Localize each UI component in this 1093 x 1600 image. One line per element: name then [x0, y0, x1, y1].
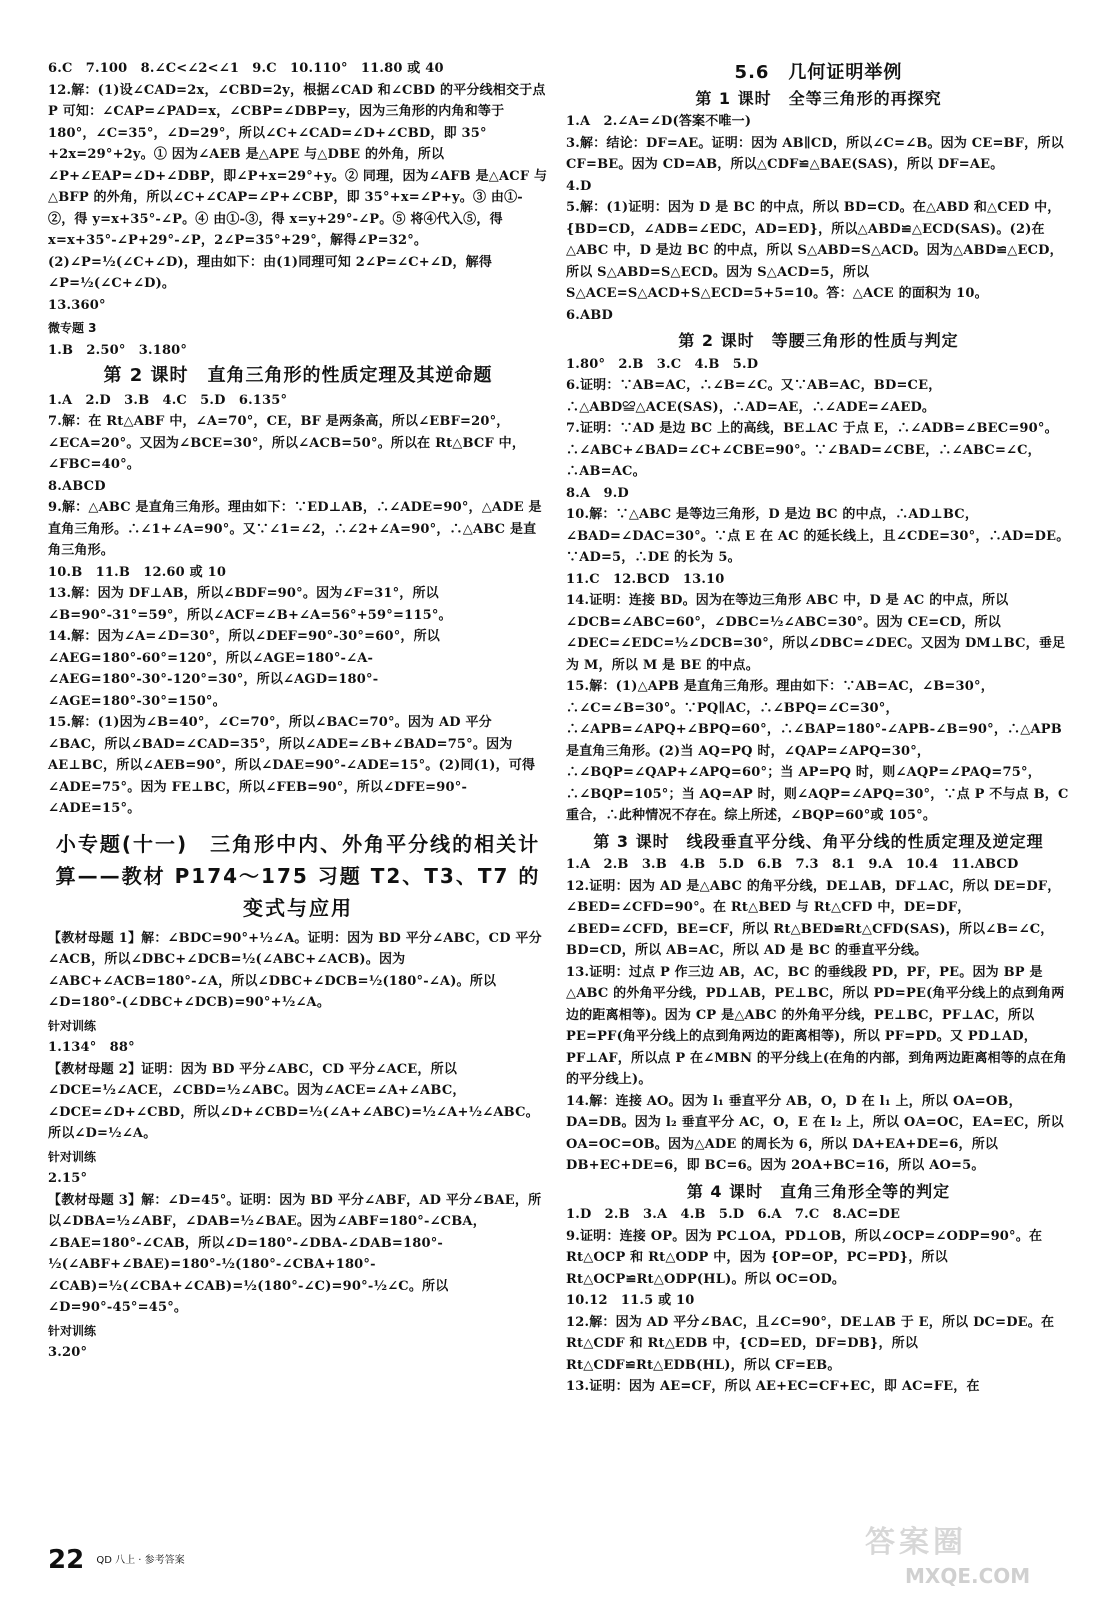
answer-paragraph: 5.解：(1)证明：因为 D 是 BC 的中点，所以 BD=CD。在△ABD 和△CED 中，{BD=CD，∠ADB=∠EDC，AD=ED}，所以△ABD≌△ECD(SAS)。(2)在△ABC 中，D 是边 BC 的中点，所以 S△ABD=S△ACD。因为△ABD≌△ECD，所以 S△ABD=S△ECD。因为 S△ACD=5，所以 S△ACE=S△ACD+S△ECD=5+5=10。答：△ACE 的面积为 10。 — [566, 200, 1063, 301]
answer-paragraph: 13.解：因为 DF⊥AB，所以∠BDF=90°。因为∠F=31°，所以∠B=90°-31°=59°，所以∠ACF=∠B+∠A=56°+59°=115°。 — [48, 586, 452, 623]
answer-paragraph: 7.解：在 Rt△ABF 中，∠A=70°，CE，BF 是两条高，所以∠EBF=20°，∠ECA=20°。又因为∠BCE=30°，所以∠ACB=50°。所以在 Rt△BCF 中，∠FBC=40°。 — [48, 414, 526, 472]
right-column — [566, 58, 1071, 1398]
watermark-site: MXQE.COM — [905, 1564, 1031, 1588]
watermark — [865, 1525, 1075, 1592]
answer-paragraph: 1.A 2.D 3.B 4.C 5.D 6.135° — [48, 392, 288, 408]
section-heading: 第 2 课时 等腰三角形的性质与判定 — [678, 331, 959, 350]
answer-paragraph: 8.A 9.D — [566, 485, 629, 501]
sub-heading: 针对训练 — [48, 1323, 97, 1338]
section-heading: 第 1 课时 全等三角形的再探究 — [695, 88, 942, 108]
answer-paragraph: 3.解：结论：DF=AE。证明：因为 AB∥CD，所以∠C=∠B。因为 CE=BF，所以 CF=BE。因为 CD=AB，所以△CDF≌△BAE(SAS)，所以 DF=AE。 — [566, 135, 1064, 172]
answer-paragraph: 13.360° — [48, 297, 106, 313]
answer-paragraph: 13.证明：因为 AE=CF，所以 AE+EC=CF+EC，即 AC=FE，在 — [566, 1379, 980, 1394]
answer-paragraph: 10.解：∵△ABC 是等边三角形，D 是边 BC 的中点，∴AD⊥BC，∠BAD=∠DAC=30°。∵点 E 在 AC 的延长线上，且∠CDE=30°，∴AD=DE。∵AD=5，∴DE 的长为 5。 — [566, 507, 1070, 565]
sub-heading: 微专题 3 — [48, 321, 97, 335]
answer-paragraph: 1.D 2.B 3.A 4.B 5.D 6.A 7.C 8.AC=DE — [566, 1207, 901, 1222]
sub-heading: 针对训练 — [48, 1149, 97, 1164]
section-heading: 第 2 课时 直角三角形的性质定理及其逆命题 — [103, 365, 493, 386]
answer-paragraph: 8.ABCD — [48, 478, 106, 494]
answer-paragraph: 13.证明：过点 P 作三边 AB，AC，BC 的垂线段 PD，PF，PE。因为 BP 是△ABC 的外角平分线，PD⊥AB，PE⊥BC，所以 PD=PE(角平分线上的点到角两边的距离相等)。因为 CP 是△ABC 的外角平分线，PE⊥BC，PF⊥AC，所以 PE=PF(角平分线上的点到角两边的距离相等)，所以 PF=PD。又 PD⊥AD，PF⊥AF，所以点 P 在∠MBN 的平分线上(在角的内部，到角两边距离相等的点在角的平分线上)。 — [566, 964, 1067, 1087]
book-tag: QD 八上 · 参考答案 — [96, 1555, 185, 1566]
answer-paragraph: 12.证明：因为 AD 是△ABC 的角平分线，DE⊥AB，DF⊥AC，所以 DE=DF，∠BED=∠CFD=90°。在 Rt△BED 与 Rt△CFD 中，DE=DF，∠BED=∠CFD，BE=CF，所以 Rt△BED≌Rt△CFD(SAS)，所以∠B=∠C，BD=CD，所以 AB=AC，所以 AD 是 BC 的垂直平分线。 — [566, 878, 1061, 958]
sub-heading: 针对训练 — [48, 1018, 97, 1033]
answer-paragraph: 14.证明：连接 BD。因为在等边三角形 ABC 中，D 是 AC 的中点，所以∠DCB=∠ABC=60°，∠DBC=½∠ABC=30°。因为 CE=CD，所以∠DEC=∠EDC=½∠DCB=30°，所以∠DBC=∠DEC。又因为 DM⊥BC，垂足为 M，所以 M 是 BE 的中点。 — [566, 593, 1066, 673]
watermark-logo: 答案圈 — [865, 1525, 967, 1560]
section-heading: 第 3 课时 线段垂直平分线、角平分线的性质定理及逆定理 — [593, 831, 1044, 851]
answer-paragraph: 1.A 2.∠A=∠D(答案不唯一) — [566, 114, 752, 129]
page-footer — [48, 1545, 185, 1575]
answer-paragraph: 1.134° 88° — [48, 1040, 135, 1055]
answer-paragraph: 12.解：因为 AD 平分∠BAC，且∠C=90°，DE⊥AB 于 E，所以 DC=DE。在 Rt△CDF 和 Rt△EDB 中，{CD=ED，DF=DB}，所以 Rt△CDF≌Rt△EDB(HL)，所以 CF=EB。 — [566, 1314, 1055, 1373]
left-column — [48, 58, 548, 1364]
page-number: 22 — [48, 1545, 85, 1575]
answer-paragraph: 6.C 7.100 8.∠C<∠2<∠1 9.C 10.110° 11.80 或 40 — [48, 61, 444, 76]
answer-paragraph: 12.解：(1)设∠CAD=2x，∠CBD=2y，根据∠CAD 和∠CBD 的平分线相交于点 P 可知：∠CAP=∠PAD=x，∠CBP=∠DBP=y，因为三角形的内角和等于 180°，∠C=35°，∠D=29°，所以∠C+∠CAD=∠D+∠CBD，即 35°+2x=29°+2y。① 因为∠AEB 是△APE 与△DBE 的外角，所以∠P+∠EAP=∠D+∠DBP，即∠P+x=29°+y。② 同理，因为∠AFB 是△ACF 与△BFP 的外角，所以∠C+∠CAP=∠P+∠CBP，即 35°+x=∠P+y。③ 由①-②，得 y=x+35°-∠P。④ 由①-③，得 x=y+29°-∠P。⑤ 将④代入⑤，得 x=x+35°-∠P+29°-∠P，2∠P=35°+29°，解得∠P=32°。(2)∠P=½(∠C+∠D)，理由如下：由(1)同理可知 2∠P=∠C+∠D，解得 ∠P=½(∠C+∠D)。 — [48, 82, 548, 291]
answer-paragraph: 14.解：因为∠A=∠D=30°，所以∠DEF=90°-30°=60°，所以∠AEG=180°-60°=120°，所以∠AGE=180°-∠A-∠AEG=180°-30°-120°=30°，所以∠AGD=180°-∠AGE=180°-30°=150°。 — [48, 629, 440, 709]
answer-paragraph: 3.20° — [48, 1345, 88, 1360]
answer-paragraph: 1.80° 2.B 3.C 4.B 5.D — [566, 356, 759, 372]
section-heading: 小专题(十一) 三角形中内、外角平分线的相关计算——教材 P174～175 习题 T2、T3、T7 的变式与应用 — [55, 831, 541, 920]
answer-paragraph: 【教材母题 1】解：∠BDC=90°+½∠A。证明：因为 BD 平分∠ABC，CD 平分∠ACB，所以∠DBC+∠DCB=½(∠ABC+∠ACB)。因为∠ABC+∠ACB=180°-∠A，所以∠DBC+∠DCB=½(180°-∠A)。所以∠D=180°-(∠DBC+∠DCB)=90°+½∠A。 — [48, 930, 542, 1010]
answer-paragraph: 15.解：(1)因为∠B=40°，∠C=70°，所以∠BAC=70°。因为 AD 平分∠BAC，所以∠BAD=∠CAD=35°，所以∠ADE=∠B+∠BAD=75°。因为 AE⊥BC，所以∠AEB=90°，所以∠DAE=90°-∠ADE=15°。(2)同(1)，可得∠ADE=75°。因为 FE⊥BC，所以∠FEB=90°，所以∠DFE=90°-∠ADE=15°。 — [48, 715, 536, 816]
answer-paragraph: 1.B 2.50° 3.180° — [48, 342, 188, 358]
answer-paragraph: 【教材母题 3】解：∠D=45°。证明：因为 BD 平分∠ABF，AD 平分∠BAE，所以∠DBA=½∠ABF，∠DAB=½∠BAE。因为∠ABF=180°-∠CBA，∠BAE=180°-∠CAB，所以∠D=180°-∠DBA-∠DAB=180°-½(∠ABF+∠BAE)=180°-½(180°-∠CBA+180°-∠CAB)=½(∠CBA+∠CAB)=½(180°-∠C)=90°-½∠C。所以∠D=90°-45°=45°。 — [48, 1192, 542, 1315]
answer-paragraph: 【教材母题 2】证明：因为 BD 平分∠ABC，CD 平分∠ACE，所以∠DCE=½∠ACE，∠CBD=½∠ABC。因为∠ACE=∠A+∠ABC，∠DCE=∠D+∠CBD，所以∠D+∠CBD=½(∠A+∠ABC)=½∠A+½∠ABC。所以∠D=½∠A。 — [48, 1061, 539, 1141]
answer-paragraph: 9.证明：连接 OP。因为 PC⊥OA，PD⊥OB，所以∠OCP=∠ODP=90°。在 Rt△OCP 和 Rt△ODP 中，因为 {OP=OP，PC=PD}，所以 Rt△OCP≌Rt△ODP(HL)。所以 OC=OD。 — [566, 1228, 1043, 1287]
answer-paragraph: 2.15° — [48, 1171, 88, 1186]
section-heading: 第 4 课时 直角三角形全等的判定 — [686, 1181, 951, 1201]
answer-paragraph: 15.解：(1)△APB 是直角三角形。理由如下：∵AB=AC，∠B=30°，∴∠C=∠B=30°。∵PQ∥AC，∴∠BPQ=∠C=30°，∴∠APB=∠APQ+∠BPQ=60°，∴∠BAP=180°-∠APB-∠B=90°，∴△APB 是直角三角形。(2)当 AQ=PQ 时，∠QAP=∠APQ=30°，∴∠BQP=∠QAP+∠APQ=60°；当 AP=PQ 时，则∠AQP=∠PAQ=75°，∴∠BQP=105°；当 AQ=AP 时，则∠AQP=∠APQ=30°，∵点 P 不与点 B，C 重合，∴此种情况不存在。综上所述，∠BQP=60°或 105°。 — [566, 679, 1069, 823]
answer-paragraph: 10.B 11.B 12.60 或 10 — [48, 564, 227, 580]
answer-paragraph: 6.证明：∵AB=AC，∴∠B=∠C。又∵AB=AC，BD=CE，∴△ABD≌△ACE(SAS)，∴AD=AE，∴∠ADE=∠AED。 — [566, 378, 942, 415]
answer-paragraph: 4.D — [566, 178, 592, 194]
answer-paragraph: 11.C 12.BCD 13.10 — [566, 571, 725, 587]
answer-paragraph: 10.12 11.5 或 10 — [566, 1293, 695, 1308]
answer-paragraph: 9.解：△ABC 是直角三角形。理由如下：∵ED⊥AB，∴∠ADE=90°，△ADE 是直角三角形。∴∠1+∠A=90°。又∵∠1=∠2，∴∠2+∠A=90°，∴△ABC 是直角三角形。 — [48, 500, 542, 558]
answer-paragraph: 7.证明：∵AD 是边 BC 上的高线，BE⊥AC 于点 E，∴∠ADB=∠BEC=90°。∴∠ABC+∠BAD=∠C+∠CBE=90°。∵∠BAD=∠CBE，∴∠ABC=∠C，∴AB=AC。 — [566, 421, 1058, 479]
answer-paragraph: 14.解：连接 AO。因为 l₁ 垂直平分 AB，O，D 在 l₁ 上，所以 OA=OB，DA=DB。因为 l₂ 垂直平分 AC，O，E 在 l₂ 上，所以 OA=OC，EA=EC，所以 OA=OC=OB。因为△ADE 的周长为 6，所以 DA+EA+DE=6，所以 DB+EC+DE=6，即 BC=6。因为 2OA+BC=16，所以 AO=5。 — [566, 1093, 1064, 1173]
answer-paragraph: 6.ABD — [566, 307, 613, 323]
answer-paragraph: 1.A 2.B 3.B 4.B 5.D 6.B 7.3 8.1 9.A 10.4 11.ABCD — [566, 857, 1019, 872]
section-heading: 5.6 几何证明举例 — [734, 62, 903, 83]
